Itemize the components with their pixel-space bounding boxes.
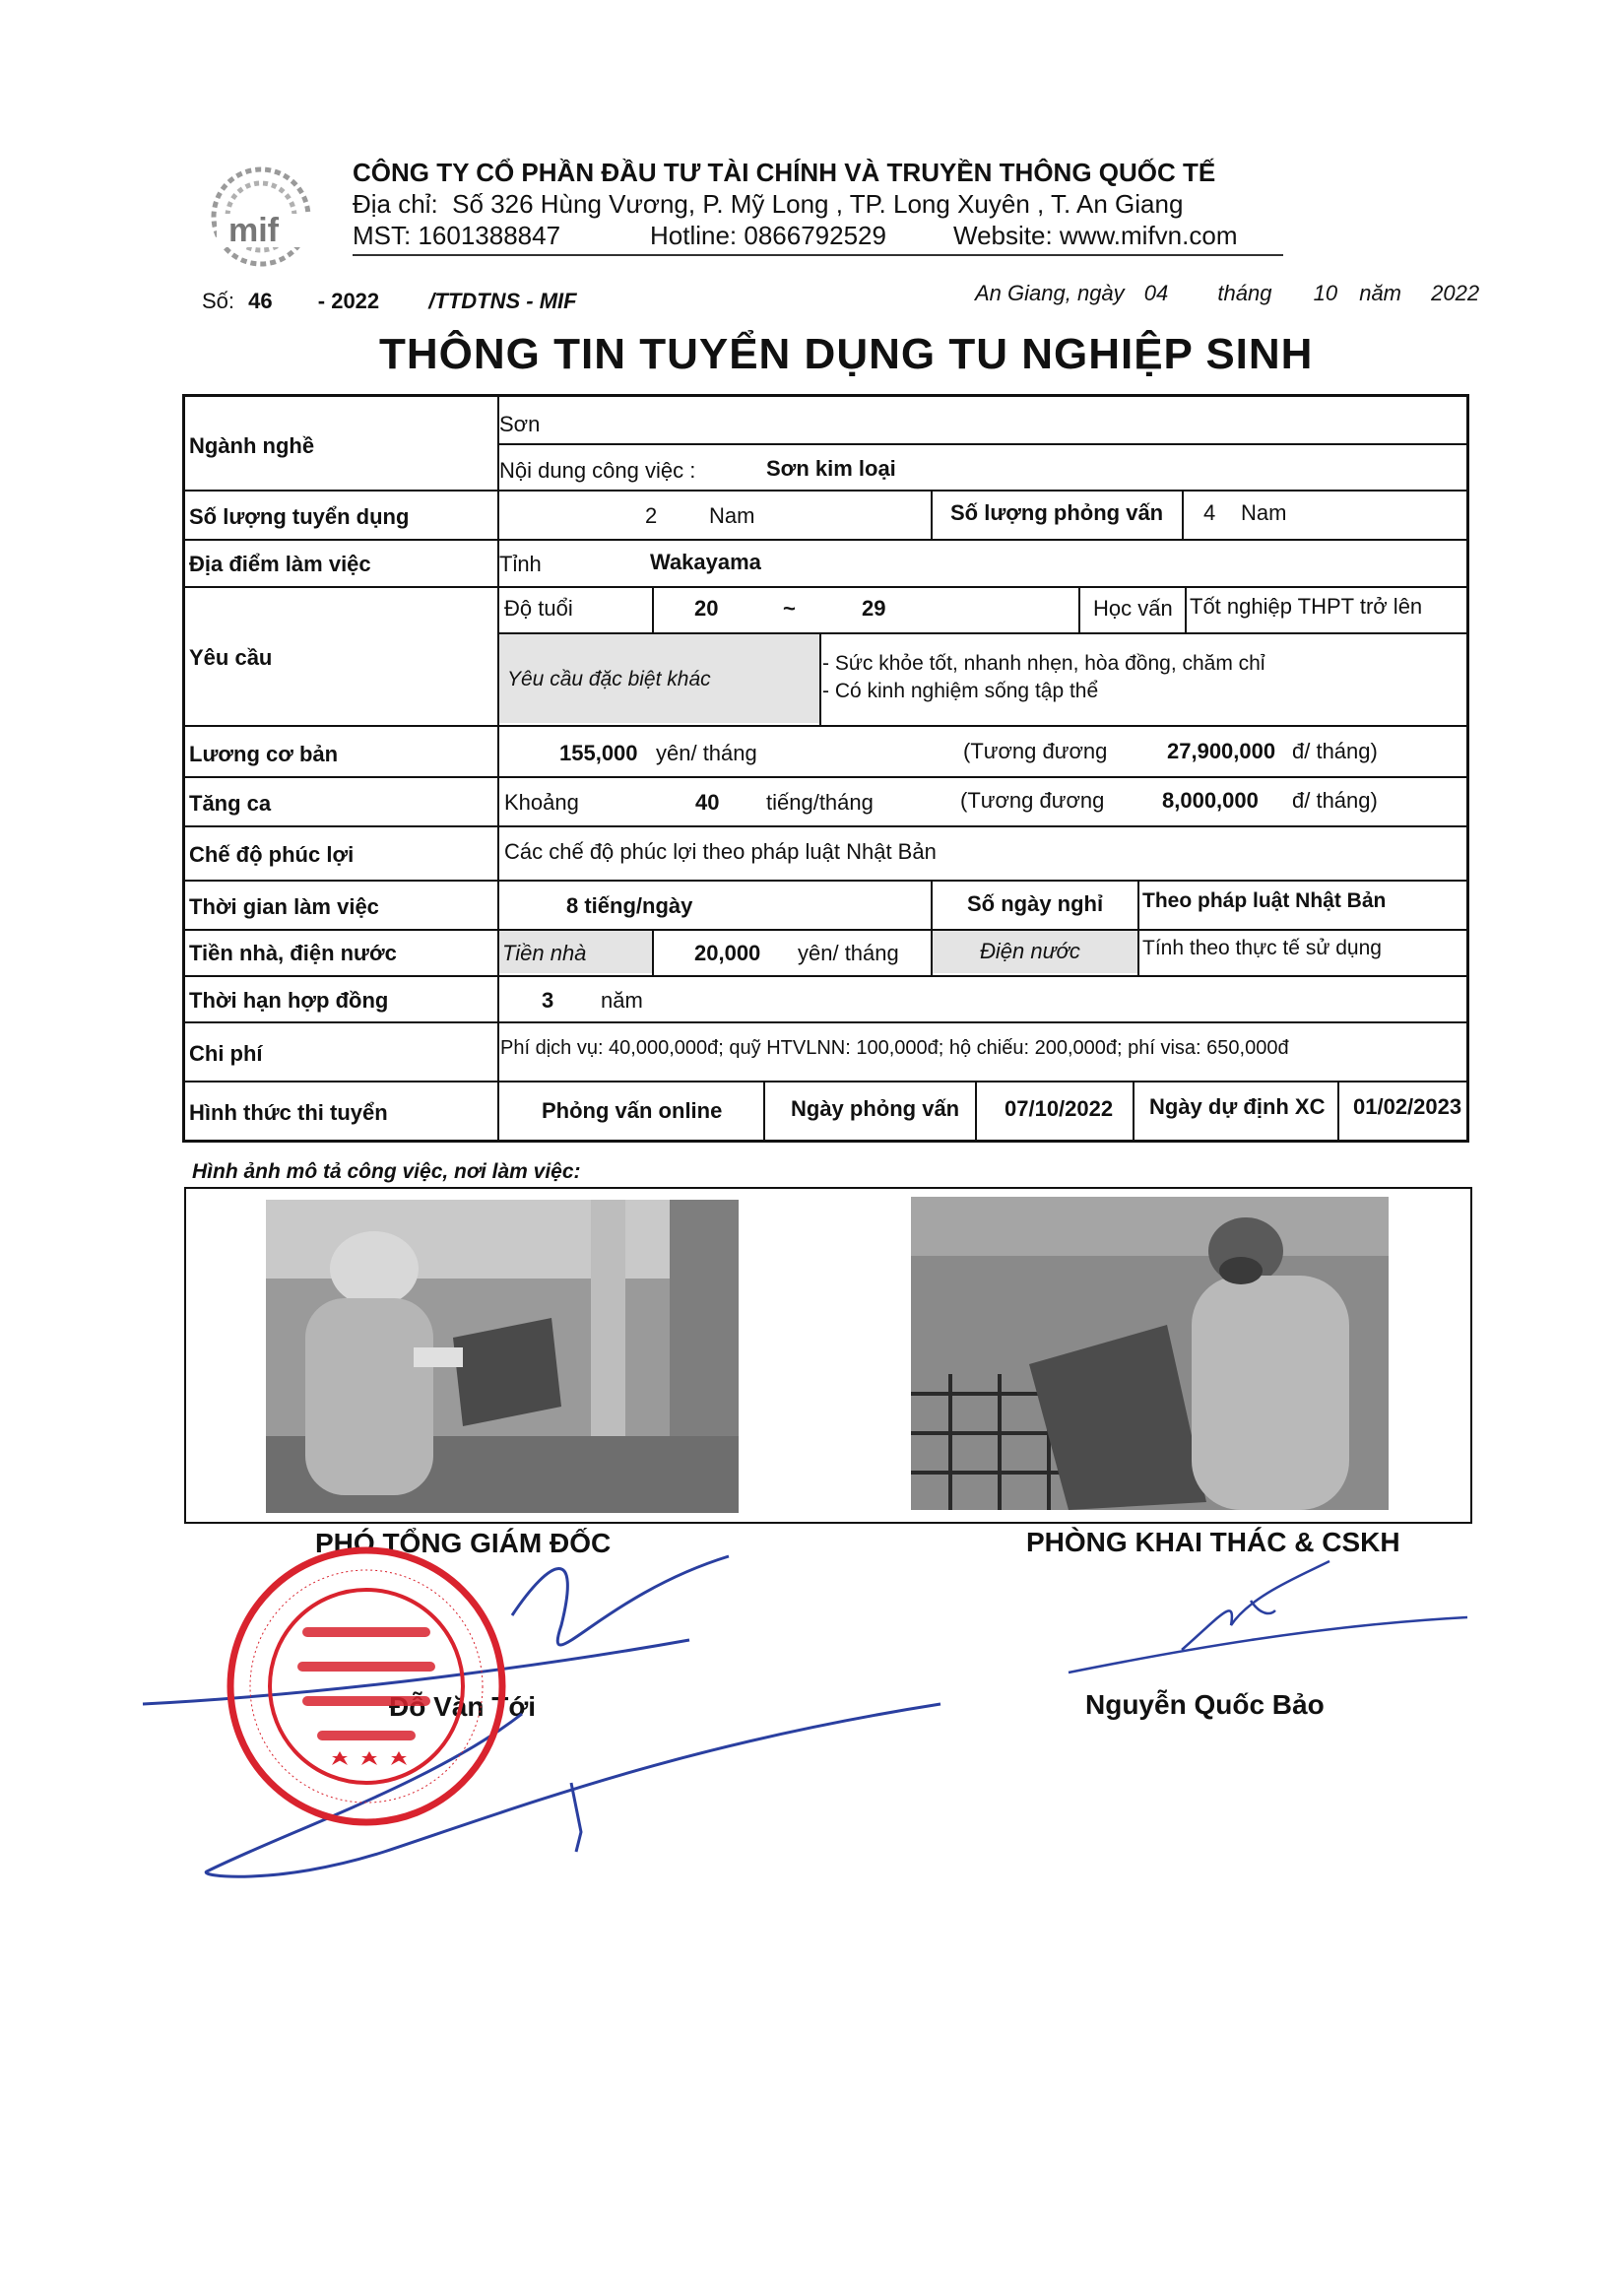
label-noi-dung: Nội dung công việc : — [499, 458, 696, 483]
label-tang-ca-td: (Tương đương — [960, 788, 1105, 813]
value-tuoi-sep: ~ — [783, 596, 796, 621]
value-hoc-van: Tốt nghiệp THPT trở lên — [1190, 594, 1423, 619]
label-phuc-loi: Chế độ phúc lợi — [189, 842, 355, 867]
label-nganh-nghe: Ngành nghề — [189, 433, 315, 458]
date-day: 04 — [1143, 281, 1169, 305]
date-year-label: năm — [1359, 281, 1401, 305]
value-dien-nuoc: Tính theo thực tế sử dụng — [1142, 937, 1382, 959]
value-luong-td: 27,900,000 — [1167, 739, 1276, 763]
cell-divider — [652, 586, 654, 632]
place-date — [975, 281, 1479, 306]
value-yeu-cau-1: - Sức khỏe tốt, nhanh nhẹn, hòa đồng, chăm chỉ — [822, 652, 1265, 675]
right-signer-title: PHÒNG KHAI THÁC & CSKH — [1026, 1527, 1400, 1557]
row-line — [182, 586, 1469, 588]
cell-divider — [1137, 929, 1139, 975]
value-phuc-loi: Các chế độ phúc lợi theo pháp luật Nhật Bản — [504, 839, 937, 864]
left-signer-name: Đỗ Văn Tới — [389, 1691, 537, 1722]
company-name: CÔNG TY CỔ PHẦN ĐẦU TƯ TÀI CHÍNH VÀ TRUYỀN THÔNG QUỐC TẾ — [353, 158, 1216, 187]
painter-photo-icon — [266, 1200, 739, 1513]
cell-divider — [1182, 490, 1184, 539]
work-photo-left — [266, 1200, 739, 1513]
right-signer-name: Nguyễn Quốc Bảo — [1085, 1689, 1325, 1720]
cell-divider — [1133, 1081, 1135, 1143]
unit-so-luong-pv: Nam — [1241, 500, 1287, 525]
left-signer-title: PHÓ TỔNG GIÁM ĐỐC — [315, 1528, 612, 1558]
date-month-label: tháng — [1217, 281, 1272, 305]
sub-line — [497, 443, 1469, 445]
row-line — [182, 490, 1469, 492]
label-thoi-han: Thời hạn hợp đồng — [189, 988, 389, 1013]
value-tuoi-to: 29 — [862, 596, 886, 621]
cell-divider — [1137, 880, 1139, 929]
so-code: /TTDTNS - MIF — [428, 289, 577, 313]
label-luong-td: (Tương đương — [963, 739, 1108, 763]
label-tien-nha: Tiền nhà, điện nước — [189, 941, 397, 965]
unit-tien-nha: yên/ tháng — [798, 941, 899, 965]
company-hotline: Hotline: 0866792529 — [650, 221, 886, 250]
label-tang-ca: Tăng ca — [189, 791, 272, 816]
mif-logo-icon — [207, 163, 335, 271]
label-ngay-xc: Ngày dự định XC — [1149, 1094, 1326, 1119]
sub-line — [497, 632, 1469, 634]
label-ngay-nghi: Số ngày nghỉ — [967, 891, 1104, 916]
cell-divider — [1185, 586, 1187, 632]
label-tinh: Tỉnh — [499, 552, 542, 576]
value-luong: 155,000 — [559, 741, 638, 765]
row-line — [182, 929, 1469, 931]
value-chi-phi: Phí dịch vụ: 40,000,000đ; quỹ HTVLNN: 100,000đ; hộ chiếu: 200,000đ; phí visa: 650,000đ — [500, 1037, 1289, 1059]
tang-ca-prefix: Khoảng — [504, 790, 579, 815]
label-chi-phi: Chi phí — [189, 1041, 263, 1066]
company-mst: MST: 1601388847 — [353, 221, 561, 250]
cell-divider — [931, 929, 933, 975]
row-line — [182, 825, 1469, 827]
value-thoi-han: 3 — [542, 988, 554, 1013]
row-line — [182, 725, 1469, 727]
value-thoi-gian: 8 tiếng/ngày — [566, 893, 693, 918]
label-yeu-cau: Yêu cầu — [189, 645, 273, 670]
row-line — [182, 975, 1469, 977]
unit-so-luong: Nam — [709, 503, 755, 528]
logo-text: mif — [228, 212, 279, 249]
row-line — [182, 1021, 1469, 1023]
unit-thoi-han: năm — [601, 988, 643, 1013]
label-col-divider — [497, 394, 499, 1143]
address-value: Số 326 Hùng Vương, P. Mỹ Long , TP. Long Xuyên , T. An Giang — [452, 189, 1184, 219]
unit-tang-ca-td: đ/ tháng) — [1292, 788, 1378, 813]
company-address — [353, 189, 1183, 219]
value-so-luong: 2 — [645, 503, 658, 528]
label-so-luong: Số lượng tuyển dụng — [189, 504, 410, 529]
label-dien-nuoc: Điện nước — [980, 939, 1080, 963]
label-hoc-van: Học vấn — [1093, 596, 1173, 621]
cell-divider — [763, 1081, 765, 1143]
so-year: - 2022 — [317, 289, 380, 313]
cell-divider — [819, 632, 821, 725]
company-website: Website: www.mifvn.com — [953, 221, 1238, 250]
label-ngay-pv: Ngày phỏng vấn — [791, 1096, 960, 1121]
company-stamp-icon — [219, 1539, 514, 1834]
value-tien-nha: 20,000 — [694, 941, 761, 965]
row-line — [182, 1081, 1469, 1082]
cell-divider — [652, 929, 654, 975]
label-luong: Lương cơ bản — [189, 742, 339, 766]
date-month: 10 — [1313, 281, 1338, 305]
unit-tang-ca: tiếng/tháng — [766, 790, 874, 815]
address-label: Địa chỉ: — [353, 189, 438, 219]
row-line — [182, 776, 1469, 778]
right-signature-icon — [1064, 1556, 1477, 1704]
cell-divider — [931, 490, 933, 539]
label-so-luong-pv: Số lượng phỏng vấn — [950, 500, 1164, 525]
header-divider — [353, 254, 1283, 256]
unit-luong-td: đ/ tháng) — [1292, 739, 1378, 763]
page-title: THÔNG TIN TUYỂN DỤNG TU NGHIỆP SINH — [379, 330, 1314, 378]
row-line — [182, 880, 1469, 882]
work-photo-right — [911, 1197, 1389, 1510]
date-year: 2022 — [1431, 281, 1480, 305]
label-do-tuoi: Độ tuổi — [504, 596, 573, 621]
value-nganh-nghe: Sơn — [499, 412, 541, 436]
value-ngay-xc: 01/02/2023 — [1353, 1094, 1462, 1119]
unit-luong: yên/ tháng — [656, 741, 757, 765]
value-ngay-pv: 07/10/2022 — [1005, 1096, 1114, 1121]
value-so-luong-pv: 4 — [1203, 500, 1216, 525]
value-tuoi-from: 20 — [694, 596, 719, 621]
row-line — [182, 539, 1469, 541]
cell-divider — [975, 1081, 977, 1143]
cell-divider — [931, 880, 933, 929]
label-thoi-gian: Thời gian làm việc — [189, 894, 379, 919]
value-hinh-thuc: Phỏng vấn online — [542, 1098, 723, 1123]
images-caption: Hình ảnh mô tả công việc, nơi làm việc: — [192, 1160, 581, 1183]
label-dia-diem: Địa điểm làm việc — [189, 552, 371, 576]
place-date-label: An Giang, ngày — [975, 281, 1125, 305]
company-logo — [207, 163, 335, 276]
label-hinh-thuc: Hình thức thi tuyển — [189, 1100, 388, 1125]
cell-divider — [1078, 586, 1080, 632]
doc-number — [202, 289, 577, 314]
value-noi-dung: Sơn kim loại — [766, 456, 896, 481]
painter-mask-photo-icon — [911, 1197, 1389, 1510]
label-yeu-cau-dac-biet: Yêu cầu đặc biệt khác — [507, 668, 711, 690]
value-ngay-nghi: Theo pháp luật Nhật Bản — [1142, 889, 1387, 912]
value-yeu-cau-2: - Có kinh nghiệm sống tập thể — [822, 680, 1099, 702]
value-tinh: Wakayama — [650, 550, 761, 574]
label-tien-nha-sub: Tiền nhà — [502, 941, 587, 965]
value-tang-ca: 40 — [695, 790, 720, 815]
value-tang-ca-td: 8,000,000 — [1162, 788, 1259, 813]
cell-divider — [1337, 1081, 1339, 1143]
so-number: 46 — [248, 289, 273, 313]
so-label: Số: — [202, 289, 235, 313]
